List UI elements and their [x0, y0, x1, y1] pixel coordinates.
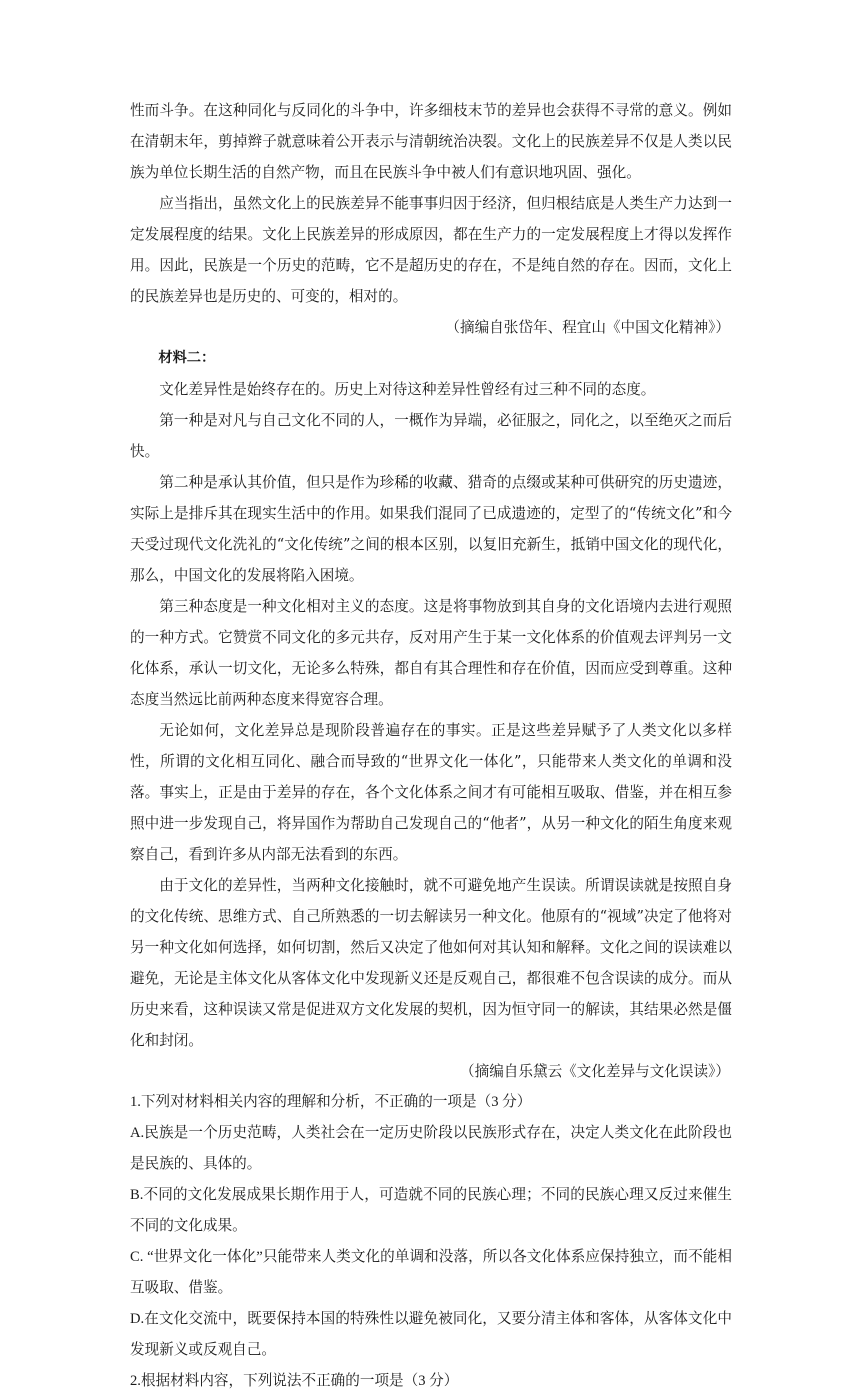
material2-paragraph: 第三种态度是一种文化相对主义的态度。这是将事物放到其自身的文化语境内去进行观照的一种方式。它赞赏不同文化的多元共存，反对用产生于某一文化体系的价值观去评判另一文化体系，承认一切文化，无论多么特殊，都自有其合理性和存在价值，因而应受到尊重。这种态度当然远比前两种态度来得宽容合理。	[130, 598, 732, 708]
material2-heading: 材料二：	[158, 350, 216, 366]
material2-paragraph: 由于文化的差异性，当两种文化接触时，就不可避免地产生误读。所谓误读就是按照自身的文化传统、思维方式、自己所熟悉的一切去解读另一种文化。他原有的“视域”决定了他将对另一种文化如何选择，如何切割，然后又决定了他如何对其认知和解释。文化之间的误读难以避免，无论是主体文化从客体文化中发现新义还是反观自己，都很难不包含误读的成分。而从历史来看，这种误读又常是促进双方文化发展的契机，因为恒守同一的解读，其结果必然是僵化和封闭。	[130, 877, 732, 1049]
material2-paragraph: 第二种是承认其价值，但只是作为珍稀的收藏、猎奇的点缀或某种可供研究的历史遗迹，实际上是排斥其在现实生活中的作用。如果我们混同了已成遗迹的，定型了的“传统文化”和今天受过现代文化洗礼的“文化传统”之间的根本区别，以复旧充新生，抵销中国文化的现代化，那么，中国文化的发展将陷入困境。	[130, 474, 732, 584]
question-1-option-c: C. “世界文化一体化”只能带来人类文化的单调和没落，所以各文化体系应保持独立，而不能相互吸取、借鉴。	[130, 1249, 732, 1296]
question-1-option-a: A.民族是一个历史范畴，人类社会在一定历史阶段以民族形式存在，决定人类文化在此阶段也是民族的、具体的。	[130, 1125, 732, 1172]
material2-paragraph: 文化差异性是始终存在的。历史上对待这种差异性曾经有过三种不同的态度。	[159, 381, 656, 398]
question-1-option-d: D.在文化交流中，既要保持本国的特殊性以避免被同化，又要分清主体和客体，从客体文化中发现新义或反观自己。	[130, 1311, 732, 1358]
material1-paragraph: 性而斗争。在这种同化与反同化的斗争中，许多细枝末节的差异也会获得不寻常的意义。例如在清朝末年，剪掉辫子就意味着公开表示与清朝统治决裂。文化上的民族差异不仅是人类以民族为单位长期生活的自然产物，而且在民族斗争中被人们有意识地巩固、强化。	[130, 102, 732, 181]
material1-paragraph: 应当指出，虽然文化上的民族差异不能事事归因于经济，但归根结底是人类生产力达到一定发展程度的结果。文化上民族差异的形成原因，都在生产力的一定发展程度上才得以发挥作用。因此，民族是一个历史的范畴，它不是超历史的存在，不是纯自然的存在。因而，文化上的民族差异也是历史的、可变的，相对的。	[130, 195, 732, 305]
exam-page	[130, 95, 732, 1397]
question-1-option-b: B.不同的文化发展成果长期作用于人，可造就不同的民族心理；不同的民族心理又反过来催生不同的文化成果。	[130, 1187, 732, 1234]
material2-source: （摘编自乐黛云《文化差异与文化误读》）	[460, 1063, 730, 1080]
material1-source: （摘编自张岱年、程宜山《中国文化精神》）	[445, 319, 730, 336]
material2-paragraph: 无论如何，文化差异总是现阶段普遍存在的事实。正是这些差异赋予了人类文化以多样性，所谓的文化相互同化、融合而导致的“世界文化一体化”，只能带来人类文化的单调和没落。事实上，正是由于差异的存在，各个文化体系之间才有可能相互吸取、借鉴，并在相互参照中进一步发现自己，将异国作为帮助自己发现自己的“他者”，从另一种文化的陌生角度来观察自己，看到许多从内部无法看到的东西。	[130, 722, 732, 863]
question-2-stem: 2.根据材料内容，下列说法不正确的一项是（3 分）	[130, 1373, 459, 1389]
question-1-stem: 1.下列对材料相关内容的理解和分析，不正确的一项是（3 分）	[130, 1094, 532, 1110]
material2-paragraph: 第一种是对凡与自己文化不同的人，一概作为异端，必征服之，同化之，以至绝灭之而后快。	[130, 412, 732, 460]
